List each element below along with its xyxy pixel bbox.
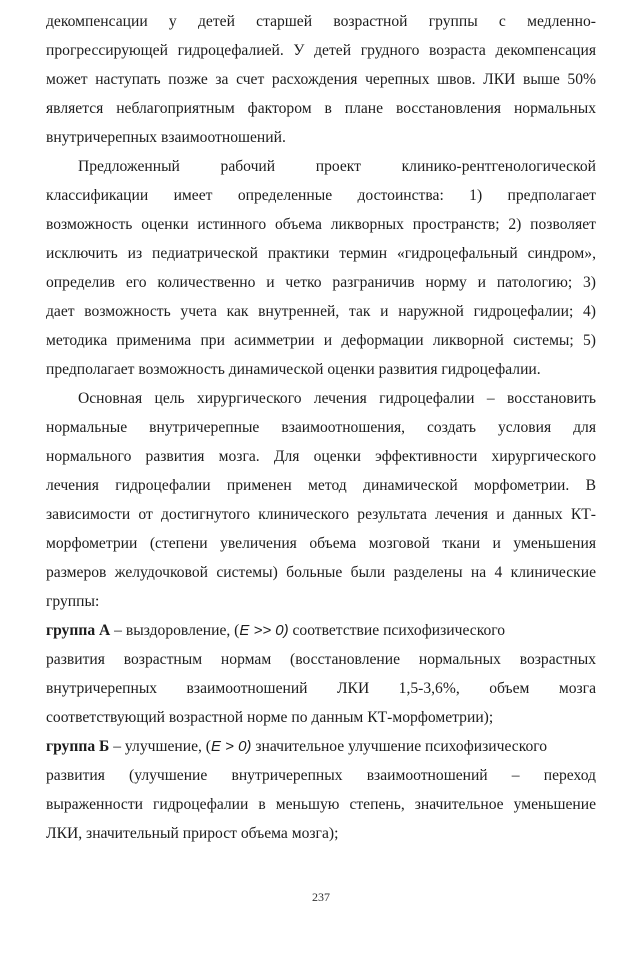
group-b-formula: E > 0) (210, 738, 252, 755)
paragraph-2-line: классификации имеет определенные достоинства: 1) предполагает (46, 187, 596, 204)
group-a-line: соответствующий возрастной норме по данным КТ-морфометрии); (46, 709, 494, 726)
paragraph-2-line: методика применима при асимметрии и деформации ликворной системы; 5) (46, 332, 596, 349)
group-b-line: выраженности гидроцефалии в меньшую степень, значительное уменьшение (46, 796, 596, 813)
group-a-label: группа А (46, 622, 111, 639)
group-b-line: ЛКИ, значительный прирост объема мозга); (46, 825, 339, 842)
group-b-line: развития (улучшение внутричерепных взаимоотношений – переход (46, 767, 596, 784)
paragraph-3-line: группы: (46, 593, 100, 610)
group-a-heading-line (46, 621, 596, 641)
page-number: 237 (312, 890, 330, 904)
paragraph-1-line: является неблагоприятным фактором в плане восстановления нормальных (46, 100, 596, 117)
paragraph-2-line: возможность оценки истинного объема ликворных пространств; 2) позволяет (46, 216, 596, 233)
paragraph-1-line: может наступать позже за счет расхождения черепных швов. ЛКИ выше 50% (46, 71, 596, 88)
paragraph-2-line: Предложенный рабочий проект клинико-рентгенологической (78, 158, 596, 175)
paragraph-1-line: внутричерепных взаимоотношений. (46, 129, 286, 146)
paragraph-3-line: нормальные внутричерепные взаимоотношения, создать условия для (46, 419, 596, 436)
group-b-dash: – улучшение, ( (109, 738, 211, 755)
paragraph-3-line: размеров желудочковой системы) больные были разделены на 4 клинические (46, 564, 596, 581)
group-a-rest: соответствие психофизического (288, 622, 506, 639)
paragraph-2-line: предполагает возможность динамической оценки развития гидроцефалии. (46, 361, 541, 378)
paragraph-3-line: Основная цель хирургического лечения гидроцефалии – восстановить (78, 390, 596, 407)
paragraph-1-line: декомпенсации у детей старшей возрастной группы с медленно- (46, 13, 596, 30)
paragraph-3-line: морфометрии (степени увеличения объема мозговой ткани и уменьшения (46, 535, 596, 552)
group-a-line: развития возрастным нормам (восстановление нормальных возрастных (46, 651, 596, 668)
paragraph-3-line: лечения гидроцефалии применен метод динамической морфометрии. В (46, 477, 596, 494)
group-a-formula: E >> 0) (239, 622, 289, 639)
group-b-heading-line (46, 737, 596, 757)
paragraph-2-line: определив его количественно и четко разграничив норму и патологию; 3) (46, 274, 596, 291)
paragraph-1-line: прогрессирующей гидроцефалией. У детей грудного возраста декомпенсация (46, 42, 596, 59)
paragraph-2-line: исключить из педиатрической практики термин «гидроцефальный синдром», (46, 245, 596, 262)
group-a-line: внутричерепных взаимоотношений ЛКИ 1,5-3,6%, объем мозга (46, 680, 596, 697)
group-a-dash: – выздоровление, ( (110, 622, 240, 639)
paragraph-3-line: нормального развития мозга. Для оценки эффективности хирургического (46, 448, 596, 465)
paragraph-2-line: дает возможность учета как внутренней, так и наружной гидроцефалии; 4) (46, 303, 596, 320)
group-b-label: группа Б (46, 738, 110, 755)
group-b-rest: значительное улучшение психофизического (251, 738, 548, 755)
paragraph-3-line: зависимости от достигнутого клинического результата лечения и данных КТ- (46, 506, 596, 523)
